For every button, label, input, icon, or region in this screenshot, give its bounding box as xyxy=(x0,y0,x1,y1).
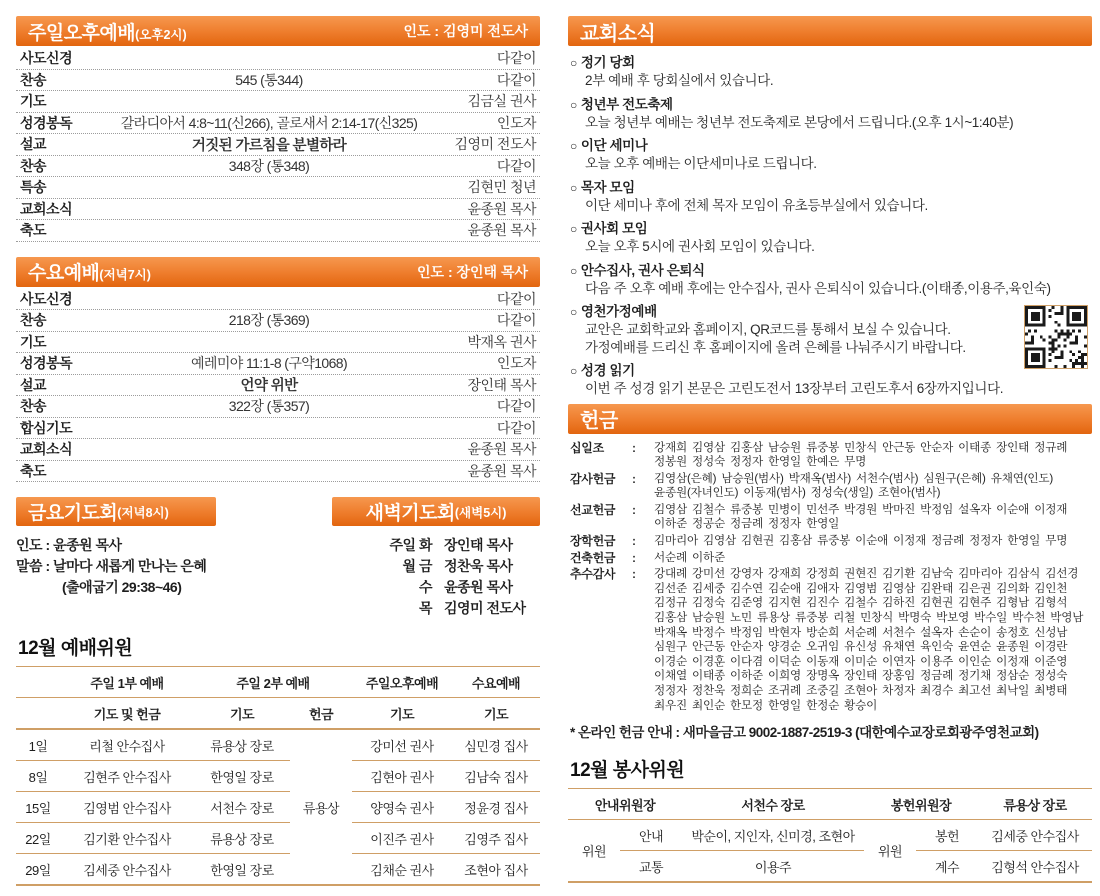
order-item-label: 교회소식 xyxy=(20,441,73,458)
news-list xyxy=(568,46,1092,398)
order-row xyxy=(16,220,540,242)
offering-names-line: 정정자 정찬욱 정희순 조귀례 조중길 조현아 차정자 최경수 최고선 최낙일 최병태 xyxy=(654,684,1068,697)
offering-names-line: 서순례 이하준 xyxy=(654,550,726,564)
worship-data-row xyxy=(16,823,540,854)
service-time: (저녁7시) xyxy=(99,268,151,282)
header-first-service: 주일 1부 예배 xyxy=(60,667,194,698)
dawn-schedule-row xyxy=(332,556,540,577)
order-item-label: 축도 xyxy=(20,222,47,239)
order-item-label: 축도 xyxy=(20,462,47,479)
offering-names-line: 강재희 김영삼 김홍삼 남승원 류중봉 민창식 안근동 안순자 이태종 장인태 정규례 xyxy=(654,440,1068,454)
news-item-text: 이단 세미나 후에 전체 목자 모임이 유초등부실에서 있습니다. xyxy=(585,197,928,213)
dawn-days: 월 금 xyxy=(402,558,432,574)
order-item-label: 찬송 xyxy=(20,71,47,88)
news-item-text: 오늘 오후 예배는 이단세미나로 드립니다. xyxy=(585,156,817,171)
dawn-days: 주일 화 xyxy=(389,537,432,553)
order-item-content: 218장 (통369) xyxy=(228,312,310,329)
order-item-label: 기도 xyxy=(20,333,47,350)
cell-wednesday: 김영주 집사 xyxy=(452,823,540,854)
order-item-content: 예레미야 11:1-8 (구약1068) xyxy=(190,355,348,372)
dawn-leader: 김영미 전도사 xyxy=(444,600,526,616)
offering-colon: : xyxy=(632,502,636,517)
dawn-schedule-row xyxy=(332,577,540,598)
order-item-person: 인도자 xyxy=(496,355,536,372)
news-item xyxy=(570,220,1090,256)
friday-prayer-lines xyxy=(16,535,316,598)
offering-names-line: 정봉원 정성숙 정정자 한영일 한예은 무명 xyxy=(654,455,867,469)
friday-prayer-title: 금요기도회 xyxy=(28,503,118,524)
dawn-prayer-box xyxy=(332,497,540,619)
order-row xyxy=(16,113,540,135)
subheader-cell: 기도 및 헌금 xyxy=(60,698,194,730)
offering-names-line: 이하준 정공순 정금례 정정자 한영일 xyxy=(654,517,840,531)
bullet-icon: ○ xyxy=(570,56,577,70)
news-item-text: 오늘 오후 5시에 권사회 모임이 있습니다. xyxy=(585,239,815,254)
cell-second-service: 한영일 장로 xyxy=(194,761,290,792)
order-item-label: 성경봉독 xyxy=(20,114,73,131)
offering-names-line: 강대례 강미선 강영자 강재희 강정희 권현진 김기환 김남숙 김마리아 김삼식 김선경 xyxy=(654,567,1079,581)
offering-names-line: 박재옥 박정수 박정임 박현자 방순희 서순례 서천수 설옥자 손순이 송정호 신성남 xyxy=(654,625,1068,639)
news-item-title-text: 안수집사, 권사 은퇴식 xyxy=(580,262,705,278)
order-row xyxy=(16,332,540,354)
offering-type-label: 감사헌금 xyxy=(570,471,616,486)
offering-entry xyxy=(570,472,1090,501)
cell-afternoon: 강미선 권사 xyxy=(352,729,452,761)
dawn-days: 목 xyxy=(418,600,432,616)
order-item-label: 기도 xyxy=(20,93,47,110)
service-leader: 인도 : 장인태 목사 xyxy=(417,263,528,280)
cell-afternoon: 양영숙 권사 xyxy=(352,792,452,823)
news-item xyxy=(570,96,1090,132)
member-names-left: 박순이, 지인자, 신미경, 조현아 xyxy=(682,820,864,851)
offering-list xyxy=(568,434,1092,714)
news-item-title-text: 권사회 모임 xyxy=(580,221,648,236)
committee-member-row xyxy=(568,851,1092,883)
news-item xyxy=(570,54,1090,90)
dawn-prayer-time: (새벽5시) xyxy=(454,505,507,520)
worship-subheader-row xyxy=(16,698,540,730)
service-order-rows xyxy=(16,46,540,242)
news-item-title xyxy=(570,96,1090,114)
order-row xyxy=(16,289,540,311)
offering-type-label: 십일조 xyxy=(570,440,604,455)
offering-colon: : xyxy=(632,567,636,582)
news-item-text: 이번 주 성경 읽기 본문은 고린도전서 13장부터 고린도후서 6장까지입니다. xyxy=(585,381,1004,396)
bullet-icon: ○ xyxy=(570,180,577,195)
offering-chair-name: 류용상 장로 xyxy=(978,789,1092,820)
header-wednesday-service: 수요예배 xyxy=(452,667,540,698)
offering-names-line: 김선준 김세중 김수연 김순애 김애자 김영범 김영삼 김완태 김은권 김의화 김인천 xyxy=(654,581,1068,595)
offering-type-label: 추수감사 xyxy=(570,567,616,582)
dawn-prayer-schedule xyxy=(332,535,540,619)
dawn-leader: 윤종원 목사 xyxy=(444,579,513,595)
order-row xyxy=(16,310,540,332)
service-leader: 인도 : 김영미 전도사 xyxy=(403,23,528,39)
offering-entry xyxy=(570,567,1090,713)
worship-committee-title: 12월 예배위원 xyxy=(18,638,133,659)
worship-header-row xyxy=(16,667,540,698)
subheader-cell: 헌금 xyxy=(290,698,352,730)
prayer-meetings xyxy=(16,497,540,619)
cell-date: 1일 xyxy=(16,729,60,761)
worship-data-row xyxy=(16,792,540,823)
news-item-title-text: 영천가정예배 xyxy=(580,304,657,319)
sunday-afternoon-service-section xyxy=(16,16,540,242)
news-item-title-text: 정기 당회 xyxy=(580,55,635,70)
cell-first-service: 리철 안수집사 xyxy=(60,729,194,761)
cell-second-service: 한영일 장로 xyxy=(210,862,274,878)
friday-prayer-line: 말씀 : 날마다 새롭게 만나는 은혜 xyxy=(16,558,207,574)
offering-entry xyxy=(570,534,1090,549)
news-item-title xyxy=(570,137,1090,155)
header-afternoon-service: 주일오후예배 xyxy=(352,667,452,698)
order-item-person: 윤종원 목사 xyxy=(467,222,536,239)
offering-colon: : xyxy=(632,471,636,486)
order-item-content: 언약 위반 xyxy=(240,378,298,395)
dawn-schedule-row xyxy=(332,535,540,556)
cell-wednesday: 김남숙 집사 xyxy=(452,761,540,792)
header-empty-cell xyxy=(16,667,60,698)
order-row xyxy=(16,375,540,397)
cell-afternoon: 김현아 권사 xyxy=(352,761,452,792)
left-column xyxy=(16,16,540,886)
dawn-prayer-header xyxy=(332,497,540,526)
service-header xyxy=(16,257,540,287)
order-row xyxy=(16,134,540,156)
cell-afternoon: 김채순 권사 xyxy=(370,862,434,878)
service-committee-title: 12월 봉사위원 xyxy=(570,760,685,782)
online-offering-notice: * 온라인 헌금 안내 : 새마을금고 9002-1887-2519-3 (대한예수교장로회광주영천교회) xyxy=(570,725,1039,741)
order-item-person: 다같이 xyxy=(496,50,536,67)
order-item-label: 찬송 xyxy=(20,312,47,329)
member-label-left: 위원 xyxy=(581,844,607,860)
news-item-title xyxy=(570,220,1090,238)
order-item-person: 인도자 xyxy=(496,114,536,131)
member-role-left: 안내 xyxy=(620,820,682,851)
bullet-icon: ○ xyxy=(570,97,577,112)
order-item-content: 348장 (통348) xyxy=(228,157,310,174)
news-item-title-text: 이단 세미나 xyxy=(580,138,648,153)
cell-wednesday: 심민경 집사 xyxy=(452,729,540,761)
offering-names-line: 김영삼 김철수 류중봉 민병이 민선주 박경원 박마진 박정임 설옥자 이순애 이정재 xyxy=(654,502,1068,516)
order-row xyxy=(16,396,540,418)
subheader-cell: 기도 xyxy=(194,698,290,730)
member-role-right: 계수 xyxy=(934,859,960,875)
bullet-icon: ○ xyxy=(570,305,577,319)
order-item-person: 김영미 전도사 xyxy=(454,136,536,153)
cell-date: 29일 xyxy=(25,862,51,878)
guide-chair-label: 안내위원장 xyxy=(568,789,682,820)
order-item-label: 합심기도 xyxy=(20,419,73,436)
order-item-label: 찬송 xyxy=(20,398,47,415)
news-header xyxy=(568,16,1092,46)
offering-names-line: 이경순 이경훈 이다겸 이덕순 이동재 이미순 이연자 이용주 이인순 이정재 이준영 xyxy=(654,654,1068,668)
news-item-title-text: 청년부 전도축제 xyxy=(580,96,673,112)
order-item-person: 윤종원 목사 xyxy=(467,462,536,479)
order-row xyxy=(16,156,540,178)
news-item-text: 오늘 청년부 예배는 청년부 전도축제로 본당에서 드립니다.(오후 1시~1:40분) xyxy=(585,114,1014,130)
news-item-text: 교안은 교회학교와 홈페이지, QR코드를 통해서 보실 수 있습니다. xyxy=(585,322,951,337)
news-item xyxy=(570,262,1090,298)
order-item-label: 교회소식 xyxy=(20,200,73,217)
wednesday-service-section xyxy=(16,257,540,483)
friday-prayer-header xyxy=(16,497,216,526)
offering-entry xyxy=(570,441,1090,470)
right-column xyxy=(568,16,1092,886)
cell-second-service: 서천수 장로 xyxy=(194,792,290,823)
service-title: 수요예배 xyxy=(28,263,100,284)
news-item-title xyxy=(570,179,1090,197)
offering-names-line: 김마리아 김영삼 김현권 김홍삼 류중봉 이순애 이정재 정금례 정정자 한영일 무명 xyxy=(654,534,1068,548)
news-item-title xyxy=(570,362,1090,380)
news-item-text: 다음 주 오후 예배 후에는 안수집사, 권사 은퇴식이 있습니다.(이태종,이용주,육인숙) xyxy=(585,280,1051,296)
order-item-label: 설교 xyxy=(20,376,47,393)
friday-prayer-line: 인도 : 윤종원 목사 xyxy=(16,537,122,553)
order-item-content: 545 (통344) xyxy=(235,71,303,88)
dawn-leader: 정찬욱 목사 xyxy=(444,558,513,574)
order-row xyxy=(16,48,540,70)
news-item xyxy=(570,362,1090,398)
order-item-label: 사도신경 xyxy=(20,50,73,67)
cell-first-service: 김현주 안수집사 xyxy=(60,761,194,792)
order-item-person: 다같이 xyxy=(496,419,536,436)
order-item-label: 성경봉독 xyxy=(20,355,73,372)
cell-wednesday: 정윤경 집사 xyxy=(452,792,540,823)
offering-names-line: 김홍삼 남승원 노민 류용상 류중봉 리철 민창식 박명숙 박보영 박수일 박수천 박영남 xyxy=(654,611,1084,625)
order-row xyxy=(16,418,540,440)
qr-code-icon xyxy=(1024,305,1088,369)
order-item-person: 다같이 xyxy=(496,157,536,174)
cell-date: 22일 xyxy=(16,823,60,854)
offering-type-label: 선교헌금 xyxy=(570,502,616,517)
news-item xyxy=(570,303,1090,356)
order-item-label: 찬송 xyxy=(20,157,47,174)
order-item-content: 갈라디아서 4:8~11(신266), 골로새서 2:14-17(신325) xyxy=(120,114,418,131)
bullet-icon: ○ xyxy=(570,139,577,153)
offering-names-line: 윤종원(자녀인도) 이동재(범사) 정성숙(생일) 조현아(범사) xyxy=(654,486,941,500)
order-item-label: 설교 xyxy=(20,136,47,153)
offering-title: 헌금 xyxy=(580,410,618,432)
worship-data-row xyxy=(16,761,540,792)
order-item-person: 다같이 xyxy=(496,71,536,88)
service-title: 주일오후예배 xyxy=(28,22,136,44)
subheader-empty-cell xyxy=(16,698,60,730)
guide-chair-name: 서천수 장로 xyxy=(682,789,864,820)
order-item-content: 거짓된 가르침을 분별하라 xyxy=(191,137,347,154)
offering-chair-label: 봉헌위원장 xyxy=(864,789,978,820)
offering-colon: : xyxy=(632,550,636,565)
news-item-title xyxy=(570,262,1090,280)
order-row xyxy=(16,199,540,221)
service-header-left xyxy=(28,258,151,285)
order-row xyxy=(16,70,540,92)
cell-wednesday: 조현아 집사 xyxy=(464,862,528,878)
news-title: 교회소식 xyxy=(580,22,656,45)
cell-offering-person: 류용상 xyxy=(302,800,340,816)
member-role-left: 교통 xyxy=(638,859,664,875)
member-label-right: 위원 xyxy=(877,844,903,860)
offering-entry xyxy=(570,551,1090,566)
service-order-rows xyxy=(16,287,540,483)
subheader-cell: 기도 xyxy=(352,698,452,730)
service-header xyxy=(16,16,540,46)
offering-header xyxy=(568,404,1092,434)
member-names-right: 김세중 안수집사 xyxy=(978,820,1092,851)
dawn-prayer-title: 새벽기도회 xyxy=(365,503,455,524)
header-second-service: 주일 2부 예배 xyxy=(194,667,352,698)
news-item-text: 2부 예배 후 당회실에서 있습니다. xyxy=(585,73,774,88)
cell-afternoon: 이진주 권사 xyxy=(352,823,452,854)
cell-second-service: 류용상 장로 xyxy=(194,823,290,854)
offering-names-line: 심원구 안근동 안순자 양경순 오귀임 유신성 유채연 육인숙 윤연순 윤종원 이경란 xyxy=(654,640,1068,654)
offering-names-line: 최우진 최인순 한모정 한영일 한정순 황승이 xyxy=(654,698,878,712)
service-header-left xyxy=(28,18,187,45)
order-row xyxy=(16,461,540,483)
order-item-label: 특송 xyxy=(20,179,47,196)
order-item-person: 장인태 목사 xyxy=(467,376,536,393)
offering-type-label: 장학헌금 xyxy=(570,534,616,549)
cell-date: 8일 xyxy=(16,761,60,792)
service-time: (오후2시) xyxy=(135,27,187,42)
member-role-right: 봉헌 xyxy=(916,820,978,851)
order-row xyxy=(16,91,540,113)
offering-colon: : xyxy=(632,534,636,549)
offering-entry xyxy=(570,503,1090,532)
offering-names-line: 이채열 이태종 이하준 이희영 장명옥 장인태 장홍임 정금례 정기채 정삼순 정성숙 xyxy=(654,669,1068,683)
order-item-label: 사도신경 xyxy=(20,290,73,307)
committee-chair-row xyxy=(568,789,1092,820)
order-item-person: 윤종원 목사 xyxy=(467,200,536,217)
cell-date: 15일 xyxy=(16,792,60,823)
member-names-right: 김형석 안수집사 xyxy=(991,859,1079,875)
member-names-left: 이용주 xyxy=(754,859,792,875)
worship-data-row xyxy=(16,854,540,886)
order-item-person: 윤종원 목사 xyxy=(467,441,536,458)
order-item-person: 김현민 청년 xyxy=(467,179,536,196)
order-item-person: 박재옥 권사 xyxy=(467,333,536,350)
cell-second-service: 류용상 장로 xyxy=(194,729,290,761)
order-item-person: 김금실 권사 xyxy=(467,93,536,110)
worship-committee-table xyxy=(16,666,540,886)
dawn-days: 수 xyxy=(418,579,432,595)
order-row xyxy=(16,439,540,461)
offering-colon: : xyxy=(632,440,636,455)
dawn-schedule-row xyxy=(332,598,540,619)
cell-first-service: 김기환 안수집사 xyxy=(60,823,194,854)
news-item-text: 가정예배를 드리신 후 홈페이지에 올려 은혜를 나눠주시기 바랍니다. xyxy=(585,339,966,355)
news-item-title xyxy=(570,54,1090,72)
worship-data-row xyxy=(16,729,540,761)
subheader-cell: 기도 xyxy=(452,698,540,730)
news-item-title-text: 성경 읽기 xyxy=(580,363,635,378)
cell-first-service: 김영범 안수집사 xyxy=(60,792,194,823)
news-item-title xyxy=(570,303,1006,321)
order-row xyxy=(16,353,540,375)
friday-prayer-line: (출애굽기 29:38~46) xyxy=(62,579,182,595)
bullet-icon: ○ xyxy=(570,364,577,378)
news-item-title-text: 목자 모임 xyxy=(580,179,635,195)
news-item xyxy=(570,179,1090,215)
service-committee-table xyxy=(568,788,1092,883)
offering-names-line: 김영삼(은혜) 남승원(범사) 박재옥(범사) 서천수(범사) 심원구(은혜) 유채연(인도) xyxy=(654,471,1054,485)
bullet-icon: ○ xyxy=(570,222,577,236)
order-item-person: 다같이 xyxy=(496,312,536,329)
friday-prayer-time: (저녁8시) xyxy=(117,505,169,520)
cell-first-service: 김세중 안수집사 xyxy=(83,862,171,878)
order-item-person: 다같이 xyxy=(496,398,536,415)
friday-prayer-box xyxy=(16,497,316,619)
order-item-content: 322장 (통357) xyxy=(228,398,310,415)
dawn-leader: 장인태 목사 xyxy=(444,537,513,553)
order-item-person: 다같이 xyxy=(496,290,536,307)
offering-names-line: 김정규 김정숙 김준영 김지현 김진수 김철수 김하진 김현권 김현주 김형남 김형석 xyxy=(654,596,1068,610)
offering-type-label: 건축헌금 xyxy=(570,550,616,565)
bullet-icon: ○ xyxy=(570,263,577,278)
committee-member-row xyxy=(568,820,1092,851)
news-item xyxy=(570,137,1090,173)
order-row xyxy=(16,177,540,199)
